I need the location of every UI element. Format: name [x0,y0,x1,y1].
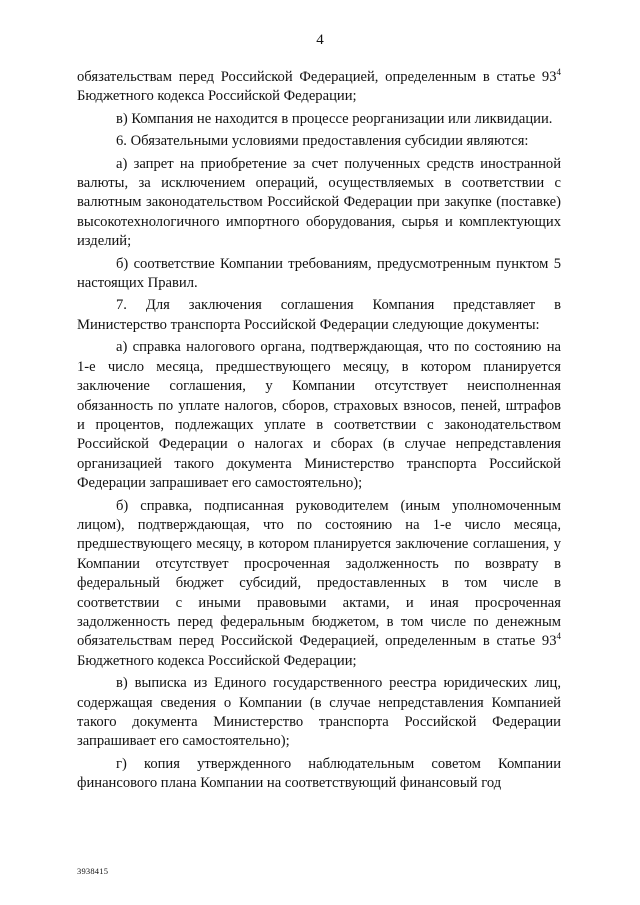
page-number: 4 [316,32,324,48]
paragraph-5: б) соответствие Компании требованиям, предусмотренным пунктом 5 настоящих Правил. [77,255,561,292]
superscript-4: 4 [556,631,561,642]
paragraph-7: а) справка налогового органа, подтверждающая, что по состоянию на 1-е число месяца, предшествующего месяцу, в котором планируется заключение соглашения, у Компании отсутствует неисполненная обязанность по уплате налогов, сборов, страховых взносов, пеней, штрафов и процентов, подлежащих уплате в соответствии с законодательством Российской Федерации о налогах и сборах (в случае непредставления организацией такого документа Министерство транспорта Российской Федерации запрашивает его самостоятельно); [77,339,561,492]
paragraph-4: а) запрет на приобретение за счет полученных средств иностранной валюты, за исключением операций, осуществляемых в соответствии с валютным законодательством Российской Федерации при закупке (поставке) высокотехнологичного импортного оборудования, сырья и комплектующих изделий; [77,155,561,250]
body-text [77,68,561,797]
paragraph-8: б) справка, подписанная руководителем (иным уполномоченным лицом), подтверждающая, что по состоянию на 1-е число месяца, предшествующего месяцу, в котором планируется заключение соглашения, у Компании отсутствует просроченная задолженность по возврату в федеральный бюджет субсидий, предоставленных в том числе в соответствии с иными правовыми актами, и иная просроченная задолженность перед федеральным бюджетом, в том числе по денежным обязательствам перед Российской Федерацией, определенным в статье $93^4$ Бюджетного кодекса Российской Федерации; [77,497,561,669]
paragraph-3: 6. Обязательными условиями предоставления субсидии являются: [116,133,529,150]
paragraph-1: обязательствам перед Российской Федерацией, определенным в статье $93^4$ Бюджетного кодекса Российской Федерации; [77,67,561,105]
document-code: 3938415 [77,866,109,876]
superscript-4: 4 [556,67,561,77]
paragraph-2: в) Компания не находится в процессе реорганизации или ликвидации. [116,110,553,127]
paragraph-6: 7. Для заключения соглашения Компания представляет в Министерство транспорта Российской Федерации следующие документы: [77,297,561,333]
paragraph-9: в) выписка из Единого государственного реестра юридических лиц, содержащая сведения о Компании (в случае непредставления Компанией такого документа Министерство транспорта Российской Федерации запрашивает его самостоятельно); [77,675,561,750]
paragraph-10: г) копия утвержденного наблюдательным советом Компании финансового плана Компании на соответствующий финансовый год [77,755,561,792]
